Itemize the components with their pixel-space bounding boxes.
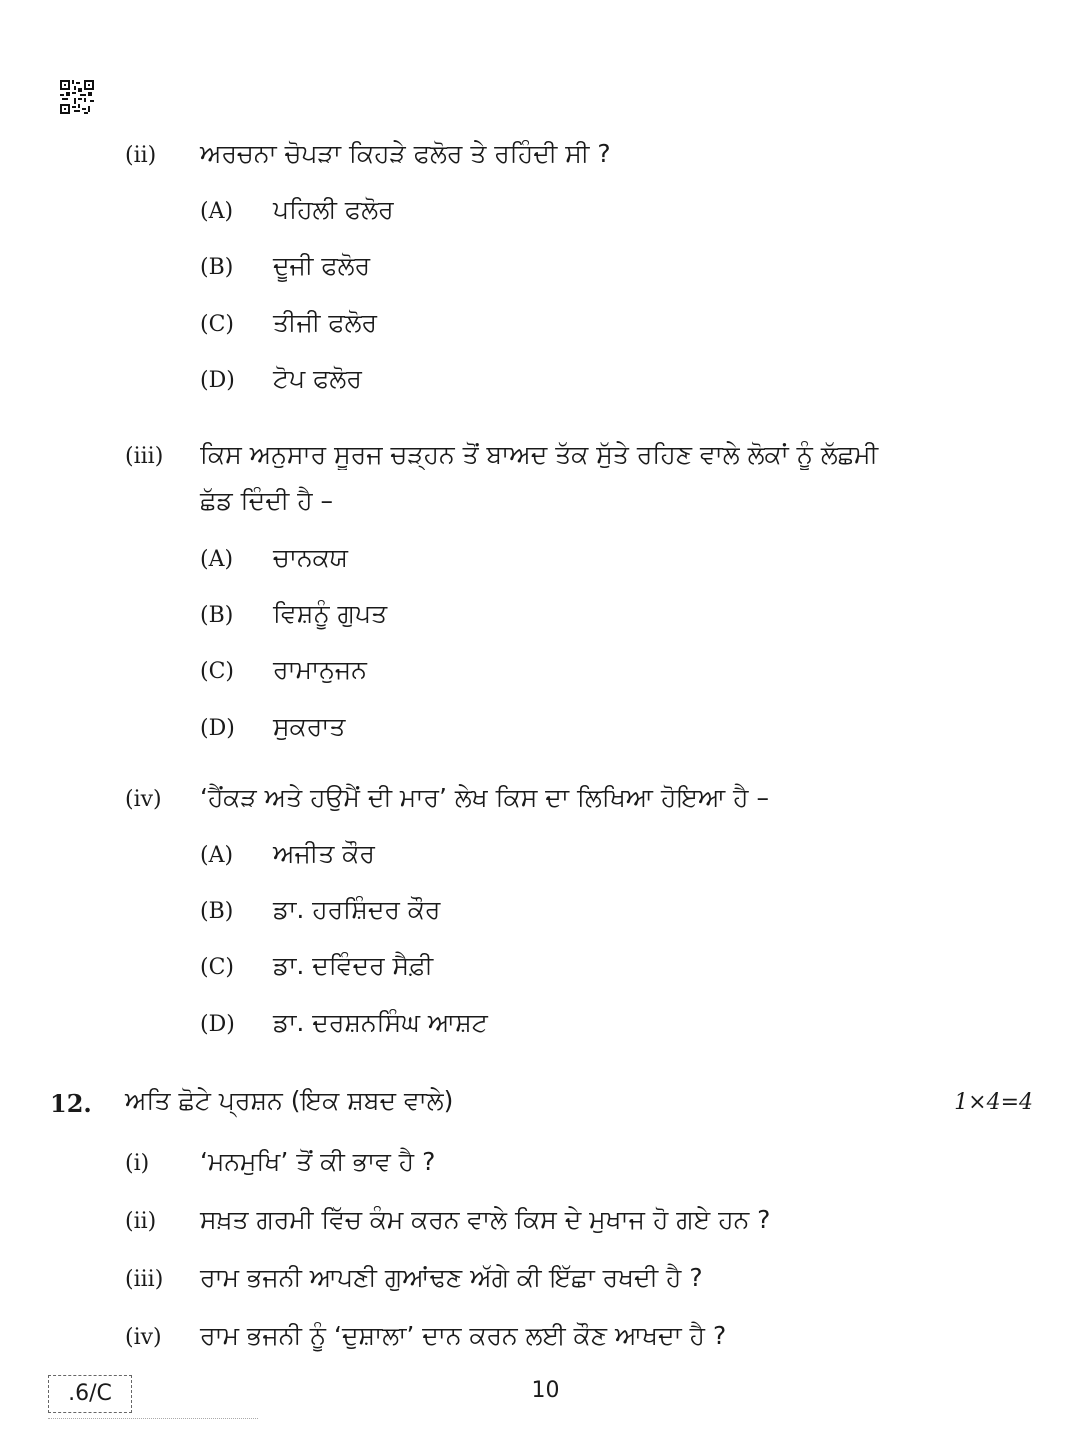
option-label: (B) [200, 255, 234, 280]
option-label: (A) [200, 843, 234, 868]
sub-question-label: (ii) [125, 1209, 157, 1234]
page-number: 10 [531, 1378, 560, 1403]
option-label: (D) [200, 716, 235, 741]
option-text: ਪਹਿਲੀ ਫਲੋਰ [273, 195, 394, 224]
question-number: 12. [50, 1089, 92, 1118]
option-text: ਅਜੀਤ ਕੌਰ [273, 839, 375, 868]
question-marks: 1×4=4 [954, 1090, 1033, 1115]
question-label: (ii) [125, 143, 157, 168]
option-label: (B) [200, 899, 234, 924]
option-text: ਡਾ. ਹਰਸ਼ਿੰਦਰ ਕੌਰ [273, 895, 441, 924]
option-text: ਡਾ. ਦਰਸ਼ਨਸਿੰਘ ਆਸ਼ਟ [273, 1008, 488, 1037]
sub-question-label: (i) [125, 1151, 150, 1176]
option-text: ਸੁਕਰਾਤ [273, 712, 346, 741]
option-label: (A) [200, 547, 234, 572]
question-label: (iii) [125, 444, 164, 469]
option-label: (C) [200, 312, 234, 337]
option-text: ਦੂਜੀ ਫਲੋਰ [273, 251, 371, 280]
sub-question-label: (iv) [125, 1325, 162, 1350]
sub-question-text: ‘ਮਨਮੁਖਿ’ ਤੋਂ ਕੀ ਭਾਵ ਹੈ ? [200, 1147, 436, 1176]
option-text: ਚਾਨਕਯ [273, 543, 349, 572]
qr-code-icon [60, 80, 94, 114]
sub-question-text: ਰਾਮ ਭਜਨੀ ਨੂੰ ‘ਦੁਸ਼ਾਲਾ’ ਦਾਨ ਕਰਨ ਲਈ ਕੌਣ ਆਖਦਾ ਹੈ ? [200, 1321, 727, 1350]
option-label: (A) [200, 199, 234, 224]
option-label: (C) [200, 955, 234, 980]
sub-question-label: (iii) [125, 1267, 164, 1292]
question-text: ਅਰਚਨਾ ਚੋਪੜਾ ਕਿਹੜੇ ਫਲੋਰ ਤੇ ਰਹਿੰਦੀ ਸੀ ? [200, 139, 611, 168]
option-label: (B) [200, 603, 234, 628]
option-label: (C) [200, 659, 234, 684]
question-text-line-2: ਛੱਡ ਦਿੰਦੀ ਹੈ – [200, 486, 334, 515]
question-text-line-1: ਕਿਸ ਅਨੁਸਾਰ ਸੂਰਜ ਚੜ੍ਹਨ ਤੋਂ ਬਾਅਦ ਤੱਕ ਸੁੱਤੇ ਰਹਿਣ ਵਾਲੇ ਲੋਕਾਂ ਨੂੰ ਲੱਛਮੀ [200, 440, 879, 469]
question-title: ਅਤਿ ਛੋਟੇ ਪ੍ਰਸ਼ਨ (ਇਕ ਸ਼ਬਦ ਵਾਲੇ) [125, 1086, 454, 1115]
option-text: ਤੀਜੀ ਫਲੋਰ [273, 308, 378, 337]
option-text: ਵਿਸ਼ਨੂੰ ਗੁਪਤ [273, 599, 388, 628]
question-label: (iv) [125, 787, 162, 812]
option-label: (D) [200, 368, 235, 393]
option-text: ਡਾ. ਦਵਿੰਦਰ ਸੈਫ਼ੀ [273, 951, 434, 980]
option-text: ਟੋਪ ਫਲੋਰ [273, 364, 362, 393]
option-text: ਰਾਮਾਨੁਜਨ [273, 655, 367, 684]
sub-question-text: ਸਖ਼ਤ ਗਰਮੀ ਵਿੱਚ ਕੰਮ ਕਰਨ ਵਾਲੇ ਕਿਸ ਦੇ ਮੁਖਾਜ ਹੋ ਗਏ ਹਨ ? [200, 1205, 771, 1234]
paper-code: .6/C [48, 1375, 132, 1413]
option-label: (D) [200, 1012, 235, 1037]
sub-question-text: ਰਾਮ ਭਜਨੀ ਆਪਣੀ ਗੁਆਂਢਣ ਅੱਗੇ ਕੀ ਇੱਛਾ ਰਖਦੀ ਹੈ ? [200, 1263, 703, 1292]
footer-divider [48, 1418, 258, 1423]
question-text: ‘ਹੈਂਕੜ ਅਤੇ ਹਉਮੈਂ ਦੀ ਮਾਰ’ ਲੇਖ ਕਿਸ ਦਾ ਲਿਖਿਆ ਹੋਇਆ ਹੈ – [200, 783, 769, 812]
